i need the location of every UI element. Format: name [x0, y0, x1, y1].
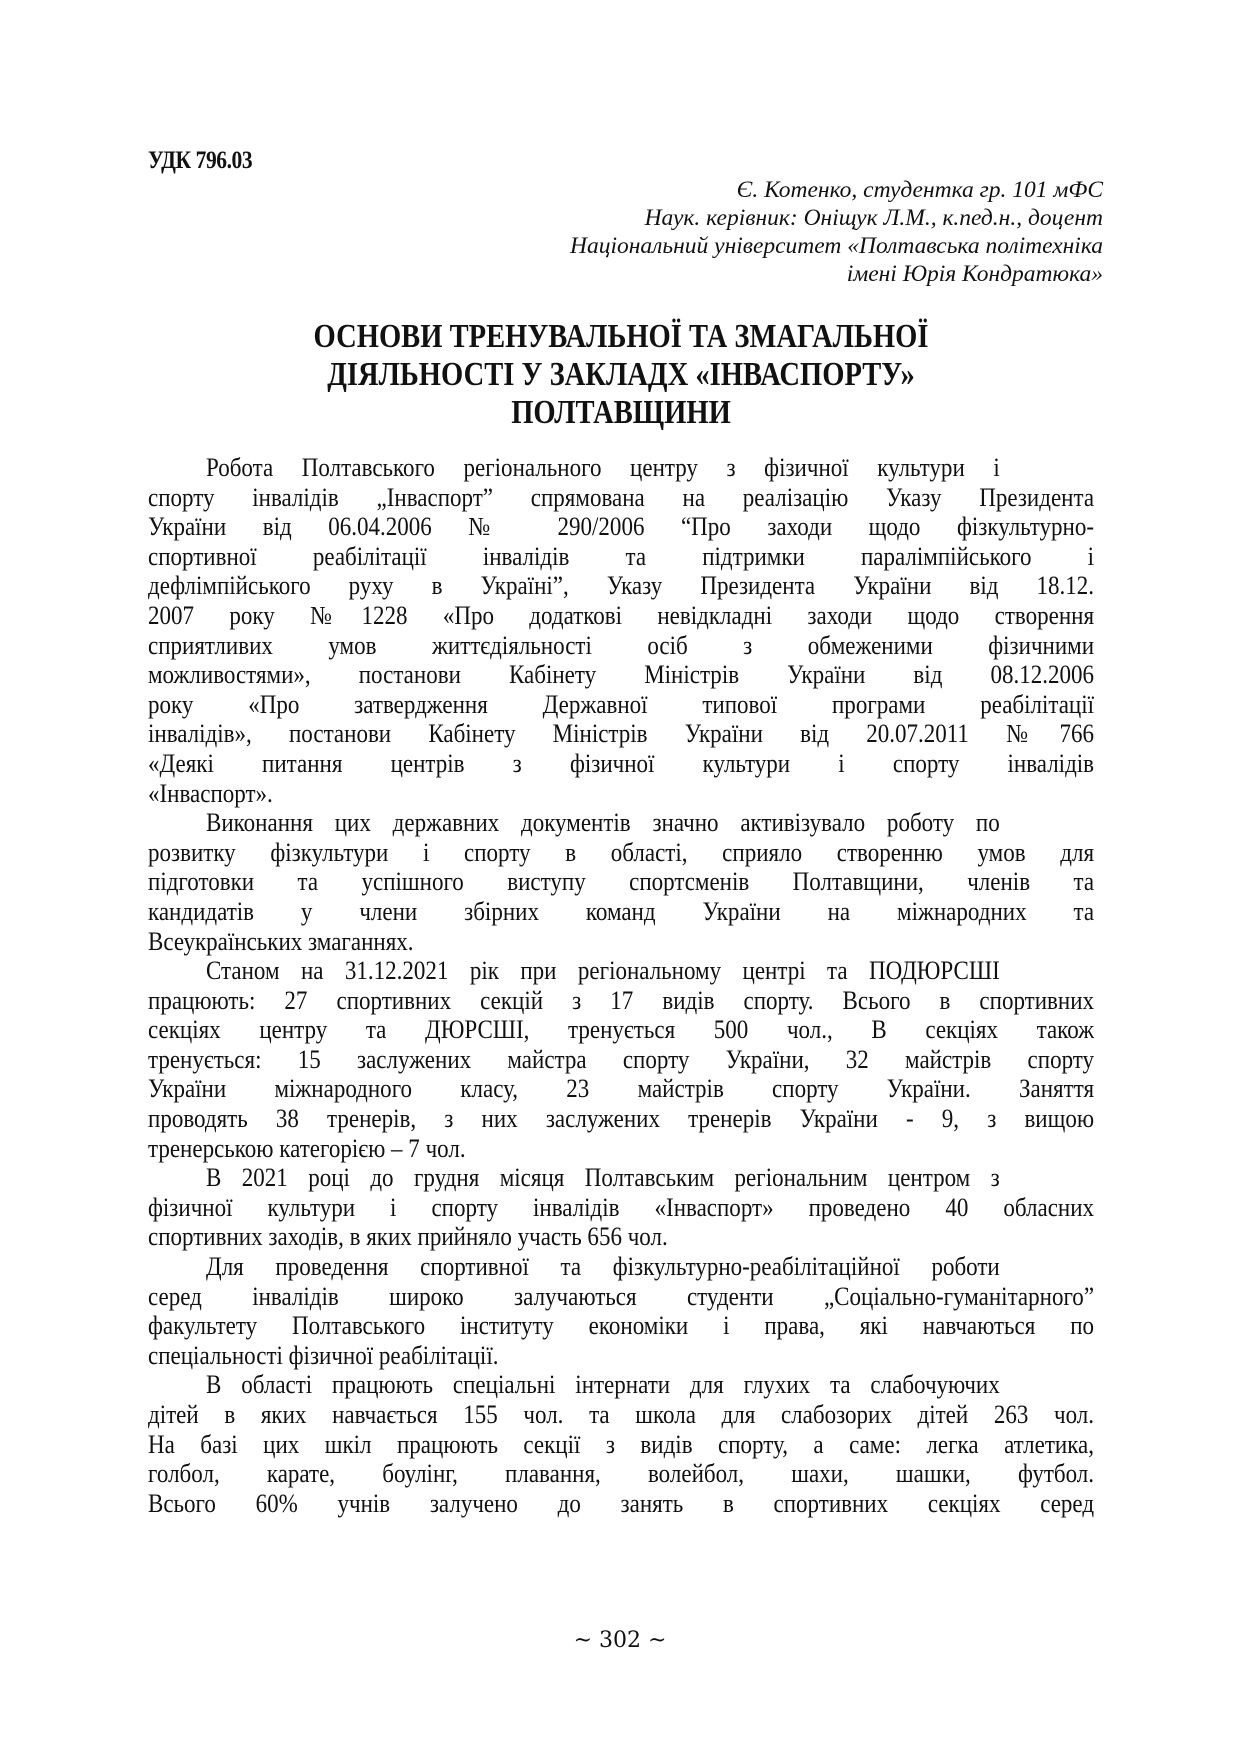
text-line: року «Про затвердження Державної типової програми реабілітації [148, 689, 1095, 719]
text-line: проводять 38 тренерів, з них заслужених тренерів України - 9, з вищою [148, 1104, 1095, 1134]
paragraph-6 [148, 1370, 1094, 1518]
text-line: дефлімпійського руху в Україні”, Указу Президента України від 18.12. [148, 571, 1095, 601]
paragraph-5 [148, 1252, 1094, 1370]
text-line: спортивних заходів, в яких прийняло участь 656 чол. [148, 1222, 668, 1252]
text-line: кандидатів у члени збірних команд України на міжнародних та [148, 896, 1095, 926]
text-line: України міжнародного класу, 23 майстрів спорту України. Заняття [148, 1074, 1095, 1104]
text-line: спортивної реабілітації інвалідів та підтримки паралімпійського і [148, 541, 1095, 571]
text-line: фізичної культури і спорту інвалідів «Інваспорт» проведено 40 обласних [148, 1192, 1095, 1222]
author-block [303, 176, 1103, 288]
text-line: розвитку фізкультури і спорту в області, сприяло створенню умов для [148, 837, 1095, 867]
paragraph-4 [148, 1163, 1094, 1252]
paragraph-1 [148, 453, 1094, 808]
text-line: «Деякі питання центрів з фізичної культури і спорту інвалідів [148, 748, 1095, 778]
text-line: На базі цих шкіл працюють секції з видів спорту, а саме: легка атлетика, [148, 1429, 1095, 1459]
text-line: Робота Полтавського регіонального центру з фізичної культури і [206, 453, 1000, 482]
text-line: підготовки та успішного виступу спортсменів Полтавщини, членів та [148, 867, 1095, 897]
supervisor: Наук. керівник: Оніщук Л.М., к.пед.н., доцент [644, 205, 1103, 231]
text-line: 2007 року №1228 «Про додаткові невідкладні заходи щодо створення [148, 600, 1095, 630]
text-line: секціях центру та ДЮРСШІ, тренується 500 чол., В секціях також [148, 1015, 1095, 1045]
text-line: Всеукраїнських змаганнях. [148, 926, 414, 956]
text-line: можливостями», постанови Кабінету Міністрів України від 08.12.2006 [148, 660, 1095, 690]
text-line: Виконання цих державних документів значно активізувало роботу по [206, 808, 1000, 838]
body-text [148, 453, 1094, 1518]
text-line: дітей в яких навчається 155 чол. та школа для слабозорих дітей 263 чол. [148, 1400, 1095, 1429]
title-line: ДІЯЛЬНОСТІ У ЗАКЛАДХ «ІНВАСПОРТУ» [327, 356, 915, 393]
paragraph-2 [148, 808, 1094, 956]
text-line: Для проведення спортивної та фізкультурно-реабілітаційної роботи [206, 1252, 1000, 1282]
title-line: ОСНОВИ ТРЕНУВАЛЬНОЇ ТА ЗМАГАЛЬНОЇ [313, 318, 929, 355]
text-line: сприятливих умов життєдіяльності осіб з обмеженими фізичними [148, 630, 1095, 660]
text-line: спорту інвалідів „Інваспорт” спрямована на реалізацію Указу Президента [148, 482, 1095, 512]
text-line: В області працюють спеціальні інтернати для глухих та слабочуючих [206, 1370, 1000, 1400]
text-line: працюють: 27 спортивних секцій з 17 видів спорту. Всього в спортивних [148, 985, 1095, 1015]
udk-code: УДК 796.03 [148, 147, 253, 174]
text-line: тренерською категорією – 7 чол. [148, 1133, 466, 1163]
text-line: голбол, карате, боулінг, плавання, волейбол, шахи, шашки, футбол. [148, 1459, 1095, 1489]
text-line: України від 06.04.2006 № 290/2006 “Про заходи щодо фізкультурно- [148, 512, 1095, 542]
title-line: ПОЛТАВЩИНИ [511, 394, 731, 431]
text-line: Станом на 31.12.2021 рік при регіональному центрі та ПОДЮРСШІ [206, 956, 1000, 986]
text-line: спеціальності фізичної реабілітації. [148, 1340, 499, 1370]
text-line: інвалідів», постанови Кабінету Міністрів України від 20.07.2011 №766 [148, 719, 1095, 749]
institution-line-1: Національний університет «Полтавська політехніка [570, 233, 1103, 259]
text-line: серед інвалідів широко залучаються студенти „Соціально-гуманітарного” [148, 1281, 1095, 1311]
text-line: тренується: 15 заслужених майстра спорту України, 32 майстрів спорту [148, 1044, 1095, 1074]
institution-line-2: імені Юрія Кондратюка» [846, 261, 1103, 287]
paragraph-3 [148, 956, 1094, 1163]
text-line: факультету Полтавського інституту економіки і права, які навчаються по [148, 1311, 1095, 1341]
text-line: Всього 60% учнів залучено до занять в спортивних секціях серед [148, 1488, 1095, 1518]
text-line: «Інваспорт». [148, 778, 273, 808]
author-name: Є. Котенко, студентка гр. 101 мФС [736, 177, 1103, 203]
page-number: ~ 302 ~ [573, 1628, 667, 1653]
paper-title [148, 318, 1094, 432]
text-line: В 2021 році до грудня місяця Полтавським регіональним центром з [206, 1163, 1000, 1193]
